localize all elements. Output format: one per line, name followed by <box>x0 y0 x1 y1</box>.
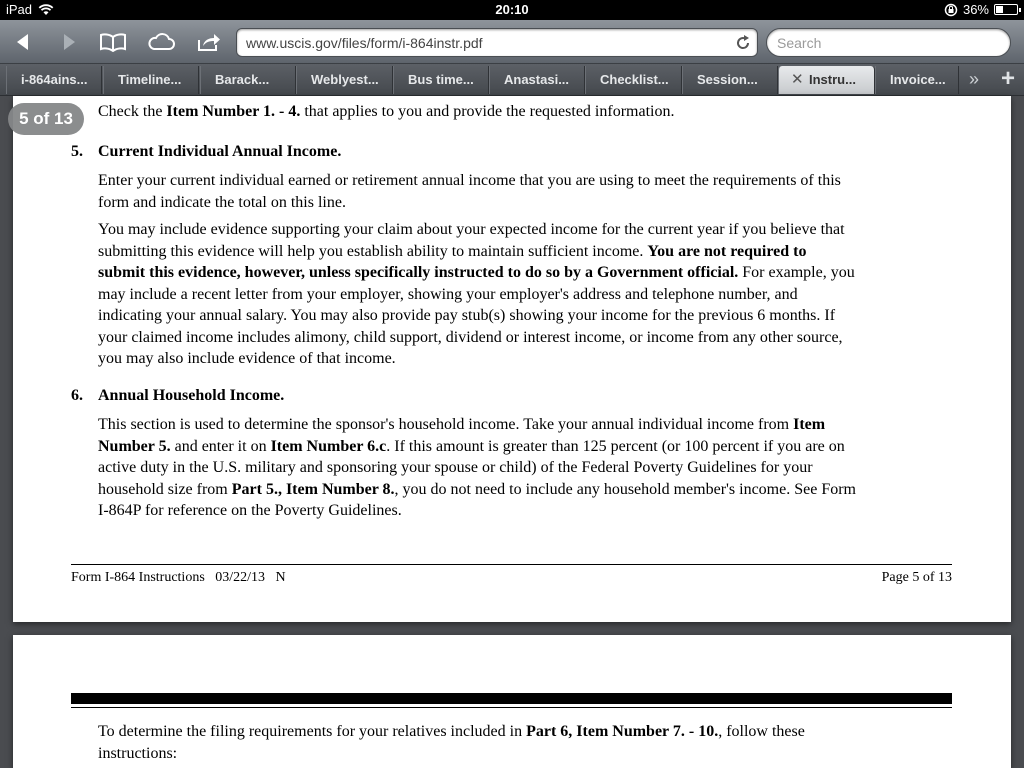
tab-item[interactable] <box>585 66 682 94</box>
share-button[interactable] <box>192 27 226 57</box>
thick-divider <box>71 693 952 704</box>
tab-item[interactable] <box>103 66 199 94</box>
rotation-lock-icon <box>944 3 958 17</box>
book-icon <box>99 32 127 52</box>
back-arrow-icon <box>13 32 33 52</box>
address-bar[interactable] <box>236 28 758 57</box>
page-indicator-badge: 5 of 13 <box>8 103 84 135</box>
section-5-paragraph-2: You may include evidence supporting your claim about your expected income for the current year if you believe that submitting this evidence will help you establish ability to maintain sufficient income. You are not required to submit this evidence, however, unless specifically instructed to do so by a Government official. For example, you may include a recent letter from your employer, showing your employer's address and telephone number, and indicating your annual salary. You may also provide pay stub(s) showing your income for the previous 6 months. If your claimed income includes alimony, child support, dividend or interest income, or income from any other source, you may also include evidence of that income. <box>98 221 855 367</box>
tab-item-active[interactable] <box>778 66 875 94</box>
section-6-paragraph: This section is used to determine the sponsor's household income. Take your annual individual income from Item Number 5. and enter it on Item Number 6.c. If this amount is greater than 125 percent (or 100 percent if you are on active duty in the U.S. military and sponsoring your spouse or child) of the Federal Poverty Guidelines for your household size from Part 5., Item Number 8., you do not need to include any household member's income. See Form I-864P for reference on the Poverty Guidelines. <box>98 416 856 519</box>
tab-label: Barack... <box>215 72 270 87</box>
tab-item[interactable] <box>393 66 489 94</box>
tab-label: Anastasi... <box>504 72 570 87</box>
url-text: www.uscis.gov/files/form/i-864instr.pdf <box>246 35 483 51</box>
tab-label: Session... <box>697 72 758 87</box>
tab-label: Invoice... <box>890 72 946 87</box>
search-placeholder: Search <box>777 35 822 51</box>
browser-toolbar <box>0 20 1024 64</box>
status-time: 20:10 <box>495 2 529 17</box>
bookmarks-button[interactable] <box>96 27 130 57</box>
share-icon <box>196 32 222 52</box>
tab-item[interactable] <box>875 66 959 94</box>
tab-label: Checklist... <box>600 72 669 87</box>
section-5-paragraph-1: Enter your current individual earned or retirement annual income that you are using to meet the requirements of this form and indicate the total on this line. <box>98 172 841 211</box>
more-tabs-icon[interactable]: » <box>968 69 979 89</box>
footer-page-number: Page 5 of 13 <box>881 570 952 585</box>
tab-label: Bus time... <box>408 72 474 87</box>
thin-divider <box>71 707 952 708</box>
battery-percent: 36% <box>962 2 989 17</box>
page-2-paragraph: To determine the filing requirements for your relatives included in Part 6, Item Number 7. - 10., follow these instructions: <box>98 723 805 762</box>
cloud-icon <box>146 32 176 52</box>
forward-button[interactable] <box>52 27 86 57</box>
section-6-number: 6. <box>71 387 83 404</box>
tab-item[interactable] <box>200 66 296 94</box>
close-tab-icon[interactable]: ✕ <box>791 71 804 88</box>
new-tab-button[interactable]: + <box>1000 65 1015 92</box>
device-label: iPad <box>6 2 33 17</box>
tab-item[interactable] <box>682 66 778 94</box>
battery-icon <box>994 4 1018 15</box>
tab-item[interactable] <box>6 66 102 94</box>
section-5-number: 5. <box>71 143 83 160</box>
status-bar <box>0 0 1024 20</box>
tab-item[interactable] <box>489 66 585 94</box>
tab-label: Instru... <box>809 72 856 87</box>
forward-arrow-icon <box>59 32 79 52</box>
tab-label: i-864ains... <box>21 72 88 87</box>
section-6-title: Annual Household Income. <box>98 387 285 404</box>
icloud-tabs-button[interactable] <box>144 27 178 57</box>
search-input[interactable] <box>766 28 1011 57</box>
footer-divider <box>71 564 952 565</box>
reload-icon[interactable] <box>733 33 753 53</box>
back-button[interactable] <box>6 27 40 57</box>
section-5-title: Current Individual Annual Income. <box>98 143 342 160</box>
footer-form-info: Form I-864 Instructions 03/22/13 N <box>71 570 286 585</box>
tab-item[interactable] <box>296 66 393 94</box>
intro-line: Check the Item Number 1. - 4. that applies to you and provide the requested information. <box>98 103 675 120</box>
tab-label: Weblyest... <box>311 72 379 87</box>
tab-bar <box>0 64 1024 96</box>
tab-label: Timeline... <box>118 72 182 87</box>
